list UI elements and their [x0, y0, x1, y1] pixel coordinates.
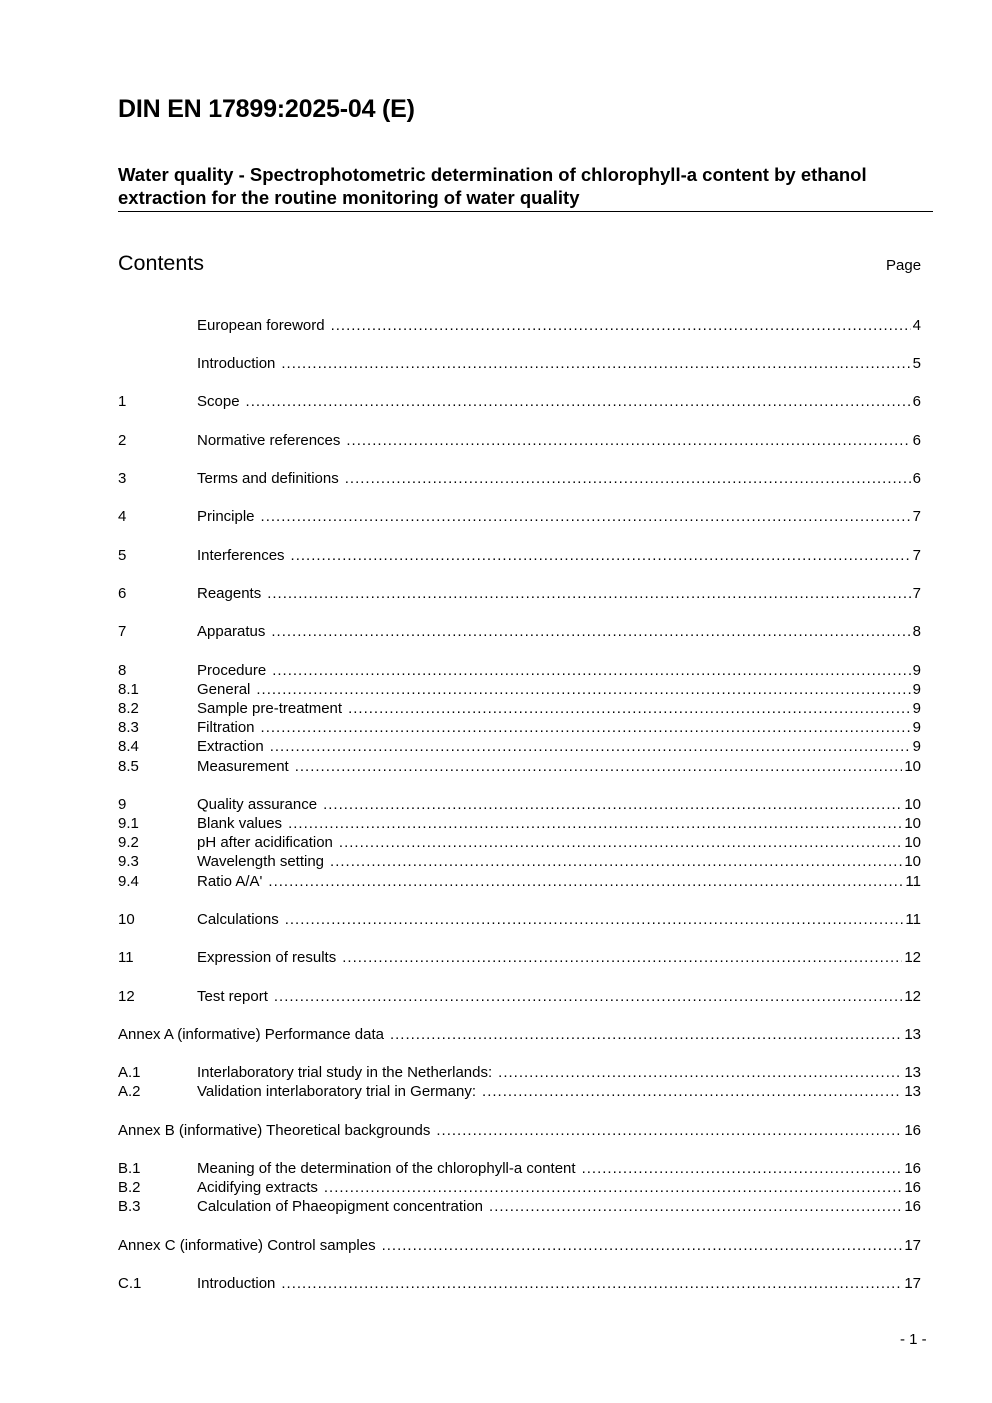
toc-entry-number: 12 [118, 988, 135, 1005]
toc-entry-title: Blank values [197, 815, 283, 832]
toc-entry-number: 6 [118, 585, 127, 602]
toc-entry[interactable] [118, 718, 921, 737]
toc-entry-number: C.1 [118, 1275, 142, 1292]
toc-dot-leader [268, 872, 903, 891]
toc-entry-title: Reagents [197, 585, 262, 602]
toc-entry[interactable] [118, 699, 921, 718]
toc-entry-page: 9 [912, 719, 921, 736]
toc-entry-number: 9.3 [118, 853, 139, 870]
toc-entry-number: 8.3 [118, 719, 139, 736]
toc-dot-leader [271, 622, 910, 641]
toc-dot-leader [348, 699, 911, 718]
toc-entry[interactable] [118, 987, 921, 1006]
toc-entry-title: Expression of results [197, 949, 337, 966]
toc-dot-leader [339, 833, 902, 852]
toc-entry-title: Annex C (informative) Control samples [118, 1237, 376, 1254]
toc-entry-title: Sample pre-treatment [197, 700, 343, 717]
toc-entry[interactable] [118, 1274, 921, 1293]
toc-entry-number: 10 [118, 911, 135, 928]
toc-entry-page: 10 [904, 758, 921, 775]
toc-dot-leader [342, 948, 902, 967]
toc-entry-title: Measurement [197, 758, 289, 775]
page-number: - 1 - [900, 1331, 927, 1348]
toc-entry-page: 7 [912, 585, 921, 602]
toc-entry[interactable] [118, 1159, 921, 1178]
toc-entry[interactable] [118, 546, 921, 565]
toc-dot-leader [267, 584, 910, 603]
toc-dot-leader [324, 1178, 902, 1197]
toc-entry-title: Normative references [197, 432, 341, 449]
toc-entry[interactable] [118, 1121, 921, 1140]
toc-dot-leader [330, 852, 902, 871]
toc-entry[interactable] [118, 795, 921, 814]
toc-entry-page: 4 [912, 317, 921, 334]
toc-entry-title: Filtration [197, 719, 255, 736]
toc-entry-title: Terms and definitions [197, 470, 339, 487]
toc-entry-page: 9 [912, 681, 921, 698]
toc-entry-page: 16 [904, 1160, 921, 1177]
toc-dot-leader [436, 1121, 902, 1140]
toc-entry-number: 8.4 [118, 738, 139, 755]
toc-entry-page: 9 [912, 662, 921, 679]
toc-entry-number: 8.1 [118, 681, 139, 698]
toc-entry-number: 4 [118, 508, 127, 525]
toc-dot-leader [582, 1159, 903, 1178]
toc-entry-page: 10 [904, 796, 921, 813]
toc-entry-title: Interlaboratory trial study in the Netherlands: [197, 1064, 493, 1081]
toc-entry[interactable] [118, 392, 921, 411]
toc-dot-leader [288, 814, 902, 833]
toc-entry-title: Calculation of Phaeopigment concentration [197, 1198, 484, 1215]
toc-entry-number: 9.4 [118, 873, 139, 890]
toc-entry-title: pH after acidification [197, 834, 333, 851]
toc-entry[interactable] [118, 622, 921, 641]
toc-entry-number: 8.5 [118, 758, 139, 775]
toc-entry-page: 12 [904, 949, 921, 966]
toc-entry[interactable] [118, 737, 921, 756]
toc-dot-leader [274, 987, 902, 1006]
toc-entry-title: Extraction [197, 738, 264, 755]
toc-dot-leader [489, 1197, 902, 1216]
toc-entry-title: European foreword [197, 317, 325, 334]
toc-entry-page: 10 [904, 853, 921, 870]
toc-entry-page: 6 [912, 432, 921, 449]
toc-entry[interactable] [118, 1236, 921, 1255]
toc-entry-number: 9.1 [118, 815, 139, 832]
toc-entry[interactable] [118, 814, 921, 833]
toc-entry-page: 11 [905, 873, 921, 890]
toc-entry-title: Procedure [197, 662, 267, 679]
toc-dot-leader [261, 507, 911, 526]
toc-dot-leader [382, 1236, 903, 1255]
toc-entry[interactable] [118, 910, 921, 929]
toc-entry-title: Quality assurance [197, 796, 318, 813]
toc-entry[interactable] [118, 833, 921, 852]
toc-entry-title: Scope [197, 393, 240, 410]
toc-entry[interactable] [118, 1082, 921, 1101]
toc-entry-number: 9 [118, 796, 127, 813]
toc-entry[interactable] [118, 680, 921, 699]
toc-entry-page: 13 [904, 1083, 921, 1100]
toc-dot-leader [246, 392, 911, 411]
toc-entry[interactable] [118, 757, 921, 776]
toc-dot-leader [498, 1063, 902, 1082]
toc-entry-number: B.2 [118, 1179, 141, 1196]
toc-entry-page: 6 [912, 393, 921, 410]
toc-dot-leader [482, 1082, 902, 1101]
toc-entry-page: 8 [912, 623, 921, 640]
toc-entry-page: 12 [904, 988, 921, 1005]
toc-entry-number: 1 [118, 393, 127, 410]
toc-entry[interactable] [118, 469, 921, 488]
toc-entry-page: 13 [904, 1026, 921, 1043]
toc-entry-number: 8 [118, 662, 127, 679]
toc-dot-leader [281, 354, 910, 373]
toc-entry-number: A.2 [118, 1083, 141, 1100]
toc-entry-page: 7 [912, 508, 921, 525]
toc-dot-leader [270, 737, 911, 756]
toc-entry-page: 16 [904, 1198, 921, 1215]
toc-dot-leader [291, 546, 911, 565]
toc-entry-title: Principle [197, 508, 255, 525]
toc-entry-title: Ratio A/A' [197, 873, 263, 890]
toc-entry-title: Acidifying extracts [197, 1179, 318, 1196]
toc-entry-page: 17 [904, 1275, 921, 1292]
toc-dot-leader [331, 316, 911, 335]
toc-entry[interactable] [118, 354, 921, 373]
contents-heading: Contents [118, 251, 205, 275]
document-id: DIN EN 17899:2025-04 (E) [118, 95, 415, 123]
toc-entry[interactable] [118, 584, 921, 603]
toc-entry-number: 2 [118, 432, 127, 449]
toc-entry-page: 6 [912, 470, 921, 487]
toc-entry-title: General [197, 681, 251, 698]
toc-entry[interactable] [118, 316, 921, 335]
page-column-heading: Page [886, 257, 922, 274]
toc-entry-number: B.3 [118, 1198, 141, 1215]
toc-entry[interactable] [118, 872, 921, 891]
toc-entry-page: 9 [912, 738, 921, 755]
toc-entry-page: 10 [904, 834, 921, 851]
toc-entry-title: Validation interlaboratory trial in Germany: [197, 1083, 477, 1100]
toc-dot-leader [272, 661, 910, 680]
toc-entry-title: Introduction [197, 1275, 276, 1292]
toc-dot-leader [346, 431, 910, 450]
toc-dot-leader [295, 757, 903, 776]
toc-entry-page: 11 [905, 911, 921, 928]
toc-entry-title: Apparatus [197, 623, 266, 640]
toc-entry-title: Annex A (informative) Performance data [118, 1026, 384, 1043]
toc-dot-leader [261, 718, 911, 737]
toc-entry-number: 3 [118, 470, 127, 487]
toc-entry-title: Meaning of the determination of the chlorophyll-a content [197, 1160, 576, 1177]
toc-entry-page: 13 [904, 1064, 921, 1081]
toc-entry[interactable] [118, 948, 921, 967]
toc-entry[interactable] [118, 507, 921, 526]
toc-entry-title: Introduction [197, 355, 276, 372]
toc-entry-page: 9 [912, 700, 921, 717]
toc-entry[interactable] [118, 1063, 921, 1082]
toc-dot-leader [323, 795, 902, 814]
toc-entry-number: B.1 [118, 1160, 141, 1177]
toc-entry-number: 9.2 [118, 834, 139, 851]
toc-entry[interactable] [118, 1025, 921, 1044]
toc-entry-number: A.1 [118, 1064, 141, 1081]
toc-dot-leader [256, 680, 910, 699]
toc-entry[interactable] [118, 431, 921, 450]
toc-entry-number: 8.2 [118, 700, 139, 717]
toc-entry[interactable] [118, 1178, 921, 1197]
toc-entry-title: Wavelength setting [197, 853, 325, 870]
table-of-contents [118, 0, 921, 1403]
toc-entry-page: 16 [904, 1179, 921, 1196]
document-title: Water quality - Spectrophotometric determination of chlorophyll-a content by ethanol extraction for the routine monitoring of water quality [118, 163, 933, 212]
toc-entry-page: 16 [904, 1122, 921, 1139]
toc-entry-number: 5 [118, 547, 127, 564]
toc-entry-number: 11 [118, 949, 134, 966]
toc-dot-leader [390, 1025, 902, 1044]
toc-entry[interactable] [118, 661, 921, 680]
toc-entry[interactable] [118, 852, 921, 871]
toc-entry-title: Calculations [197, 911, 279, 928]
toc-entry-page: 10 [904, 815, 921, 832]
toc-entry-page: 5 [912, 355, 921, 372]
toc-dot-leader [345, 469, 911, 488]
toc-entry-title: Test report [197, 988, 268, 1005]
toc-entry-number: 7 [118, 623, 127, 640]
toc-entry-title: Interferences [197, 547, 285, 564]
toc-entry-title: Annex B (informative) Theoretical backgrounds [118, 1122, 431, 1139]
toc-dot-leader [281, 1274, 902, 1293]
toc-entry-page: 17 [904, 1237, 921, 1254]
toc-dot-leader [285, 910, 904, 929]
toc-entry[interactable] [118, 1197, 921, 1216]
toc-entry-page: 7 [912, 547, 921, 564]
